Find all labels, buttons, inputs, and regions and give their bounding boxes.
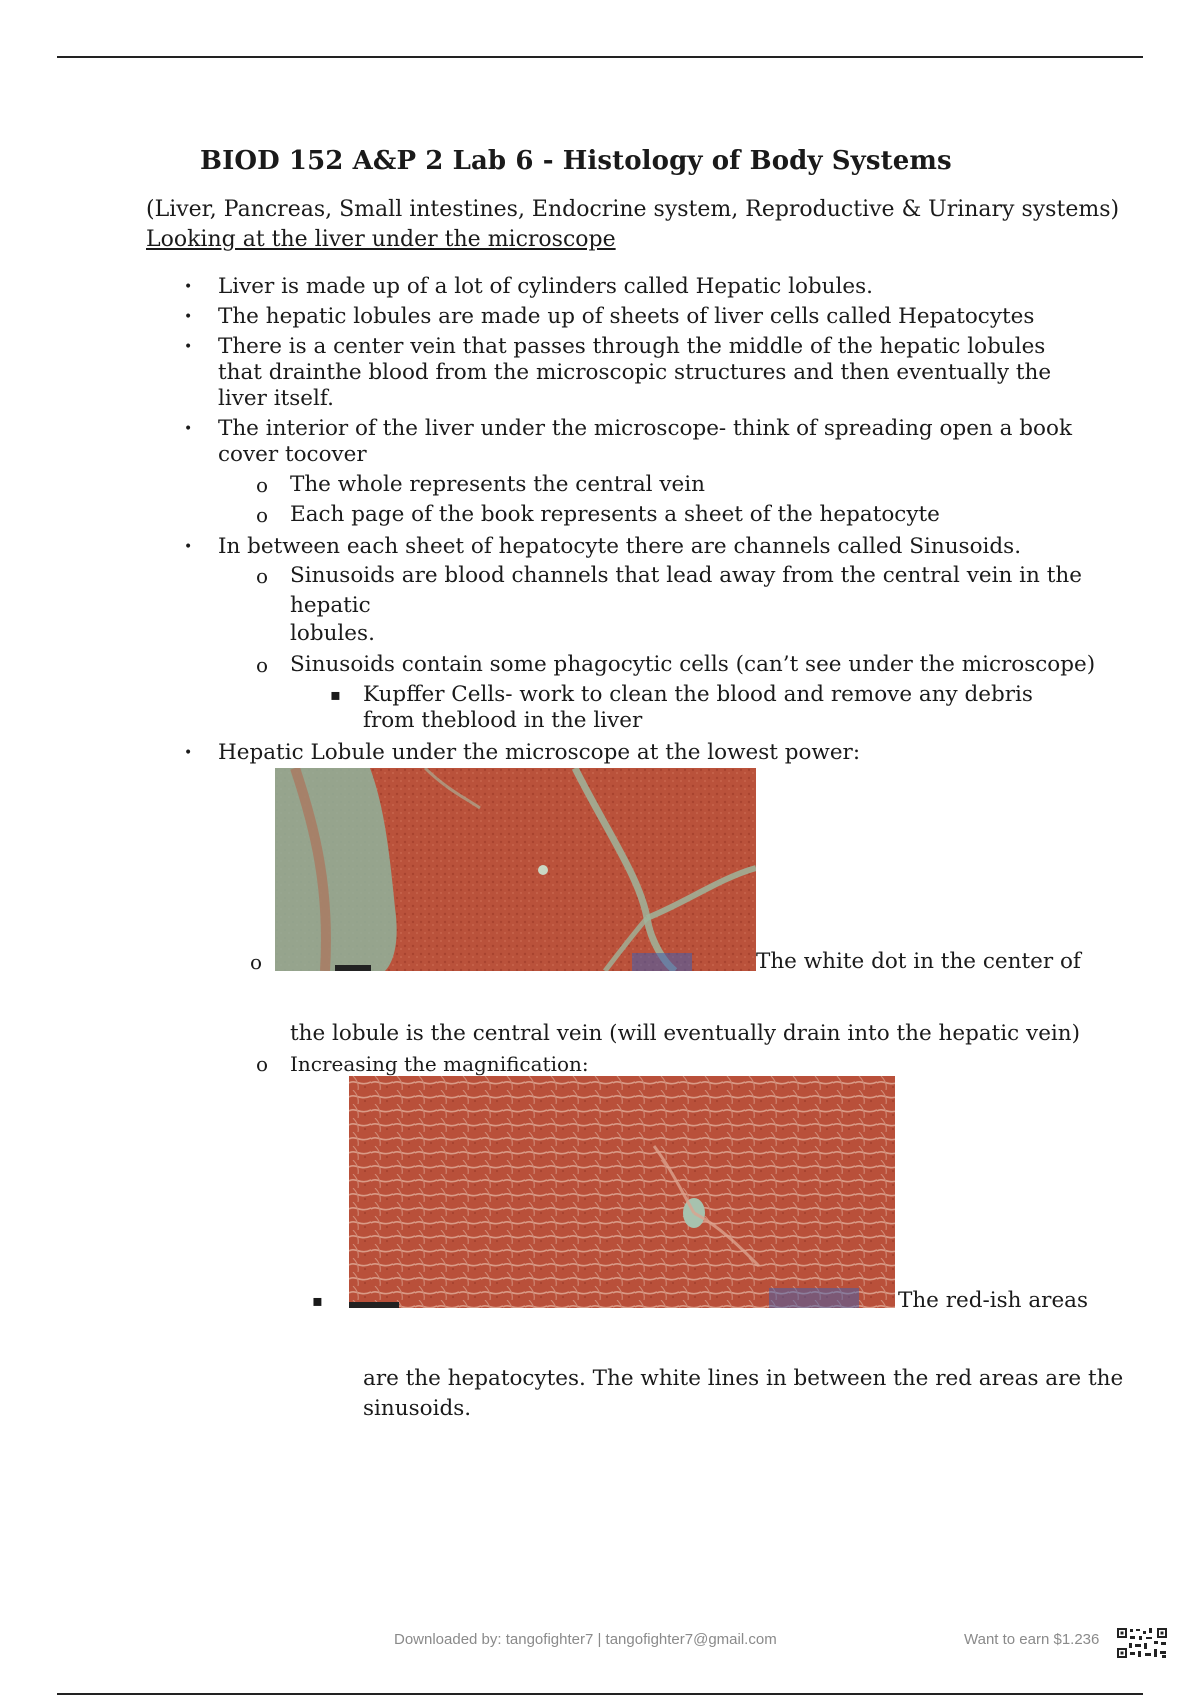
bottom-rule xyxy=(57,1693,1143,1695)
list-item-continued: that drainthe blood from the microscopic structures and then eventually the xyxy=(218,360,1052,385)
micrograph-caption: The red-ish areas xyxy=(898,1288,1089,1313)
sub-bullet-marker: o xyxy=(256,1052,269,1076)
list-item: There is a center vein that passes through the middle of the hepatic lobules xyxy=(218,334,1046,359)
list-item: The interior of the liver under the microscope- think of spreading open a book xyxy=(218,416,1072,441)
bullet-marker: • xyxy=(184,539,193,555)
qr-code-icon[interactable] xyxy=(1116,1627,1168,1659)
list-item-continued: liver itself. xyxy=(218,386,334,411)
tertiary-list-item-continued: from theblood in the liver xyxy=(363,708,643,733)
list-item: In between each sheet of hepatocyte there are channels called Sinusoids. xyxy=(218,534,1022,559)
footer-downloaded-by: Downloaded by: tangofighter7 | tangofighter7@gmail.com xyxy=(394,1631,777,1648)
bullet-marker: • xyxy=(184,309,193,325)
liver-lobule-low-power-micrograph xyxy=(275,768,756,971)
document-title: BIOD 152 A&P 2 Lab 6 - Histology of Body Systems xyxy=(200,146,952,176)
list-item: The hepatic lobules are made up of sheets of liver cells called Hepatocytes xyxy=(218,304,1035,329)
liver-lobule-high-power-micrograph xyxy=(349,1076,895,1308)
micrograph-drawing xyxy=(349,1076,895,1308)
micrograph-caption-continued: are the hepatocytes. The white lines in between the red areas are the xyxy=(363,1366,1124,1391)
sub-bullet-marker: o xyxy=(256,653,269,677)
document-subtitle: (Liver, Pancreas, Small intestines, Endocrine system, Reproductive & Urinary systems) xyxy=(146,197,1120,222)
tertiary-bullet-marker: ▪ xyxy=(312,1291,323,1310)
sub-list-item: The whole represents the central vein xyxy=(290,472,705,497)
bullet-marker: • xyxy=(184,339,193,355)
sub-list-item: Sinusoids are blood channels that lead away from the central vein in the xyxy=(290,563,1082,588)
footer-earn-link[interactable]: Want to earn $1.236 xyxy=(964,1631,1100,1648)
section-heading: Looking at the liver under the microscope xyxy=(146,227,616,252)
sub-list-item: Each page of the book represents a sheet of the hepatocyte xyxy=(290,502,940,527)
tertiary-list-item: Kupffer Cells- work to clean the blood and remove any debris xyxy=(363,682,1033,707)
sub-list-item-continued: lobules. xyxy=(290,621,375,646)
micrograph-caption-continued: the lobule is the central vein (will eventually drain into the hepatic vein) xyxy=(290,1021,1081,1046)
sub-bullet-marker: o xyxy=(256,503,269,527)
sub-list-item-continued: hepatic xyxy=(290,593,371,618)
sub-bullet-marker: o xyxy=(256,564,269,588)
bullet-marker: • xyxy=(184,421,193,437)
tertiary-bullet-marker: ▪ xyxy=(330,685,341,704)
bullet-marker: • xyxy=(184,279,193,295)
micrograph-drawing xyxy=(275,768,756,971)
sub-bullet-marker: o xyxy=(256,473,269,497)
micrograph-caption: The white dot in the center of xyxy=(756,949,1081,974)
list-item-continued: cover tocover xyxy=(218,442,367,467)
micrograph-caption-continued: sinusoids. xyxy=(363,1396,472,1421)
list-item: Hepatic Lobule under the microscope at the lowest power: xyxy=(218,740,861,765)
sub-bullet-marker: o xyxy=(250,950,263,974)
bullet-marker: • xyxy=(184,745,193,761)
top-rule xyxy=(57,56,1143,58)
qr-code-drawing xyxy=(1116,1627,1168,1659)
sub-list-item: Sinusoids contain some phagocytic cells (can’t see under the microscope) xyxy=(290,652,1096,677)
sub-list-item: Increasing the magnification: xyxy=(290,1052,589,1076)
list-item: Liver is made up of a lot of cylinders called Hepatic lobules. xyxy=(218,274,873,299)
